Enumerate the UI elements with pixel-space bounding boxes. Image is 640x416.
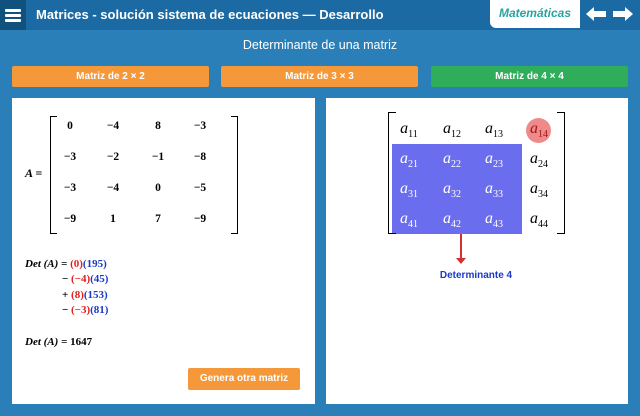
subject-label[interactable]: Matemáticas [490, 0, 580, 28]
tab-matrix-3x3[interactable]: Matriz de 3 × 3 [221, 66, 418, 87]
top-bar [0, 0, 640, 30]
matrix-bracket-right [231, 116, 238, 234]
matrix-panel [12, 98, 315, 404]
det-result [25, 336, 92, 348]
symbolic-entry: $a_{31}$ [400, 180, 418, 201]
matrix-cell: −5 [193, 182, 207, 194]
det-result-label: Det (A) = [25, 336, 68, 348]
matrix-cell: −9 [63, 213, 77, 225]
arrow-right-icon[interactable] [612, 6, 634, 22]
matrix-cell: −8 [193, 151, 207, 163]
matrix-cell: −1 [151, 151, 165, 163]
det-expansion-line [62, 273, 108, 285]
matrix-cell: −4 [106, 120, 120, 132]
symbolic-entry: $a_{24}$ [530, 150, 548, 171]
det-expansion-line [62, 304, 108, 316]
symbolic-entry: $a_{33}$ [485, 180, 503, 201]
det-sign: − [62, 304, 72, 316]
det-coefficient: (8) [71, 289, 84, 301]
symbolic-entry: $a_{11}$ [400, 120, 418, 141]
page-title: Determinante de una matriz [242, 38, 398, 52]
matrix-cell: −9 [193, 213, 207, 225]
symbolic-entry: $a_{34}$ [530, 180, 548, 201]
app-title: Matrices - solución sistema de ecuaciones — Desarrollo [36, 7, 384, 22]
det-expansion-line [25, 258, 107, 270]
symbolic-entry: $a_{43}$ [485, 210, 503, 231]
arrow-head-icon [456, 258, 466, 264]
det-sign: + [62, 289, 72, 301]
arrow-left-icon[interactable] [585, 6, 607, 22]
symbolic-entry: $a_{42}$ [443, 210, 461, 231]
tab-matrix-2x2[interactable]: Matriz de 2 × 2 [12, 66, 209, 87]
symbolic-entry: $a_{21}$ [400, 150, 418, 171]
det-minor: (81) [90, 304, 109, 316]
matrix-cell: −3 [63, 182, 77, 194]
matrix-cell: 1 [110, 213, 116, 225]
matrix-cell: −4 [106, 182, 120, 194]
hamburger-icon[interactable] [0, 0, 26, 30]
matrix-cell: −3 [193, 120, 207, 132]
determinant-caption: Determinante 4 [439, 270, 513, 281]
down-arrow-icon [460, 234, 462, 260]
matrix-cell: 0 [67, 120, 73, 132]
det-minor: (195) [82, 258, 107, 270]
matrix-cell: −2 [106, 151, 120, 163]
matrix-cell: 7 [155, 213, 161, 225]
matrix-cell: 8 [155, 120, 161, 132]
matrix-label: A = [25, 166, 43, 180]
symbolic-entry: $a_{44}$ [530, 210, 548, 231]
det-lhs: Det (A) = [25, 258, 68, 270]
symbolic-entry: $a_{41}$ [400, 210, 418, 231]
symbolic-entry: $a_{12}$ [443, 120, 461, 141]
det-coefficient: (0) [70, 258, 83, 270]
symbolic-entry: $a_{32}$ [443, 180, 461, 201]
symbolic-entry: $a_{23}$ [485, 150, 503, 171]
det-sign: − [62, 273, 72, 285]
matrix-cell: −3 [63, 151, 77, 163]
det-result-value: 1647 [70, 336, 93, 348]
symbolic-entry: $a_{22}$ [443, 150, 461, 171]
det-coefficient: (−4) [71, 273, 91, 285]
generate-matrix-button[interactable]: Genera otra matriz [188, 368, 300, 390]
matrix-cell: 0 [155, 182, 161, 194]
symbolic-entry-pivot: $a_{14}$ [530, 120, 548, 141]
symbolic-entry: $a_{13}$ [485, 120, 503, 141]
det-coefficient: (−3) [71, 304, 91, 316]
symbolic-panel [326, 98, 628, 404]
tab-matrix-4x4[interactable]: Matriz de 4 × 4 [431, 66, 628, 87]
det-minor: (45) [90, 273, 109, 285]
det-minor: (153) [83, 289, 108, 301]
det-expansion-line [62, 289, 108, 301]
